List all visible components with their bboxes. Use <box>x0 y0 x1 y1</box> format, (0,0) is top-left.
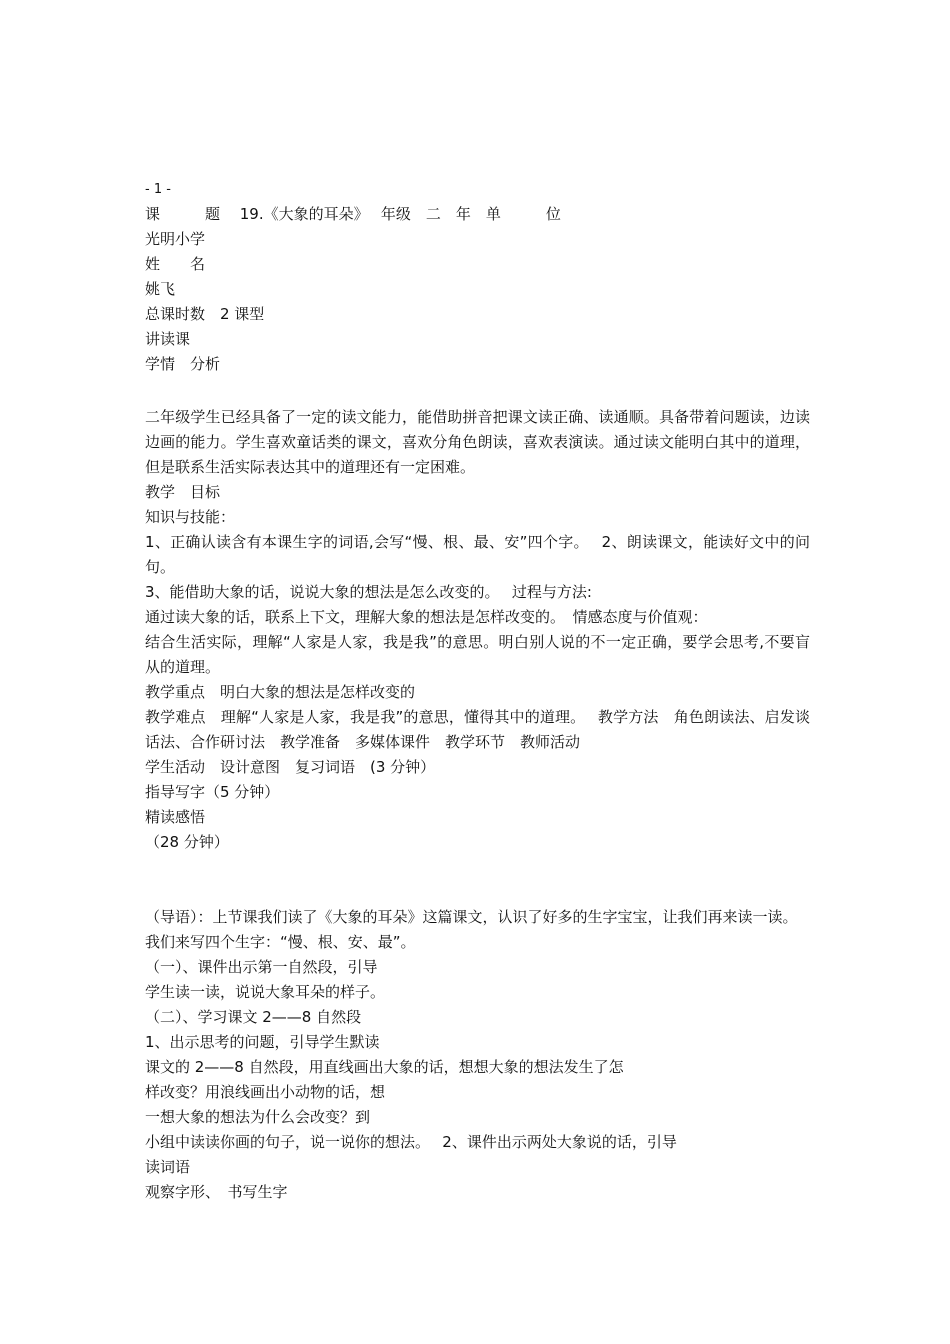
observe-characters: 观察字形、 书写生字 <box>145 1183 288 1201</box>
question-line-5: 小组中读读你画的句子，说一说你的想法。 2、课件出示两处大象说的话，引导 <box>145 1133 677 1151</box>
step-1b: 学生读一读，说说大象耳朵的样子。 <box>145 983 386 1001</box>
writing-guide: 指导写字（5 分钟） <box>145 783 280 801</box>
goal-item-3: 3、能借助大象的话，说说大象的想法是怎么改变的。 过程与方法: <box>145 583 592 601</box>
goals-label: 教学 目标 <box>145 483 221 501</box>
step-1a: （一）、课件出示第一自然段，引导 <box>145 958 378 976</box>
lesson-type: 讲读课 <box>145 330 191 348</box>
analysis-label: 学情 分析 <box>145 355 221 373</box>
write-characters: 我们来写四个生字：“慢、根、安、最”。 <box>145 933 416 951</box>
course-title-line: 课 题 19.《大象的耳朵》 年级 二 年 单 位 <box>145 205 561 223</box>
reading-label: 精读感悟 <box>145 808 206 826</box>
spacer <box>145 855 810 905</box>
emotion-goal: 结合生活实际，理解“人家是人家，我是我”的意思。明白别人说的不一定正确，要学会思考,不要盲从的道理。 <box>145 633 810 676</box>
hours-line: 总课时数 2 课型 <box>145 305 265 323</box>
process-goal: 通过读大象的话，联系上下文，理解大象的想法是怎样改变的。 情感态度与价值观： <box>145 608 708 626</box>
reading-time: （28 分钟） <box>145 833 229 851</box>
read-words: 读词语 <box>145 1158 191 1176</box>
spacer <box>145 377 810 405</box>
activities-line: 学生活动 设计意图 复习词语 (3 分钟） <box>145 758 436 776</box>
teacher-name: 姚飞 <box>145 280 176 298</box>
goal-item-1: 1、正确认读含有本课生字的词语,会写“慢、根、最、安”四个字。 2、朗读课文，能读好文中的问句。 <box>145 533 810 576</box>
name-label: 姓 名 <box>145 255 206 273</box>
knowledge-label: 知识与技能： <box>145 508 236 526</box>
analysis-paragraph: 二年级学生已经具备了一定的读文能力，能借助拼音把课文读正确、读通顺。具备带着问题读，边读边画的能力。学生喜欢童话类的课文，喜欢分角色朗读，喜欢表演读。通过读文能明白其中的道理，但是联系生活实际表达其中的道理还有一定困难。 <box>145 408 810 476</box>
step-2: （二）、学习课文 2——8 自然段 <box>145 1008 362 1026</box>
question-line-2: 课文的 2——8 自然段，用直线画出大象的话，想想大象的想法发生了怎 <box>145 1058 624 1076</box>
teaching-focus: 教学重点 明白大象的想法是怎样改变的 <box>145 683 416 701</box>
teaching-difficulty: 教学难点 理解“人家是人家，我是我”的意思，懂得其中的道理。 教学方法 角色朗读法、启发谈话法、合作研讨法 教学准备 多媒体课件 教学环节 教师活动 <box>145 708 810 751</box>
question-line-1: 1、出示思考的问题，引导学生默读 <box>145 1033 380 1051</box>
school-name: 光明小学 <box>145 230 206 248</box>
page-number: - 1 - <box>145 182 171 197</box>
question-line-4: 一想大象的想法为什么会改变？到 <box>145 1108 371 1126</box>
document-body <box>145 177 810 1205</box>
question-line-3: 样改变？用浪线画出小动物的话，想 <box>145 1083 386 1101</box>
intro-paragraph: （导语）：上节课我们读了《大象的耳朵》这篇课文，认识了好多的生字宝宝，让我们再来读一读。 <box>145 908 798 926</box>
